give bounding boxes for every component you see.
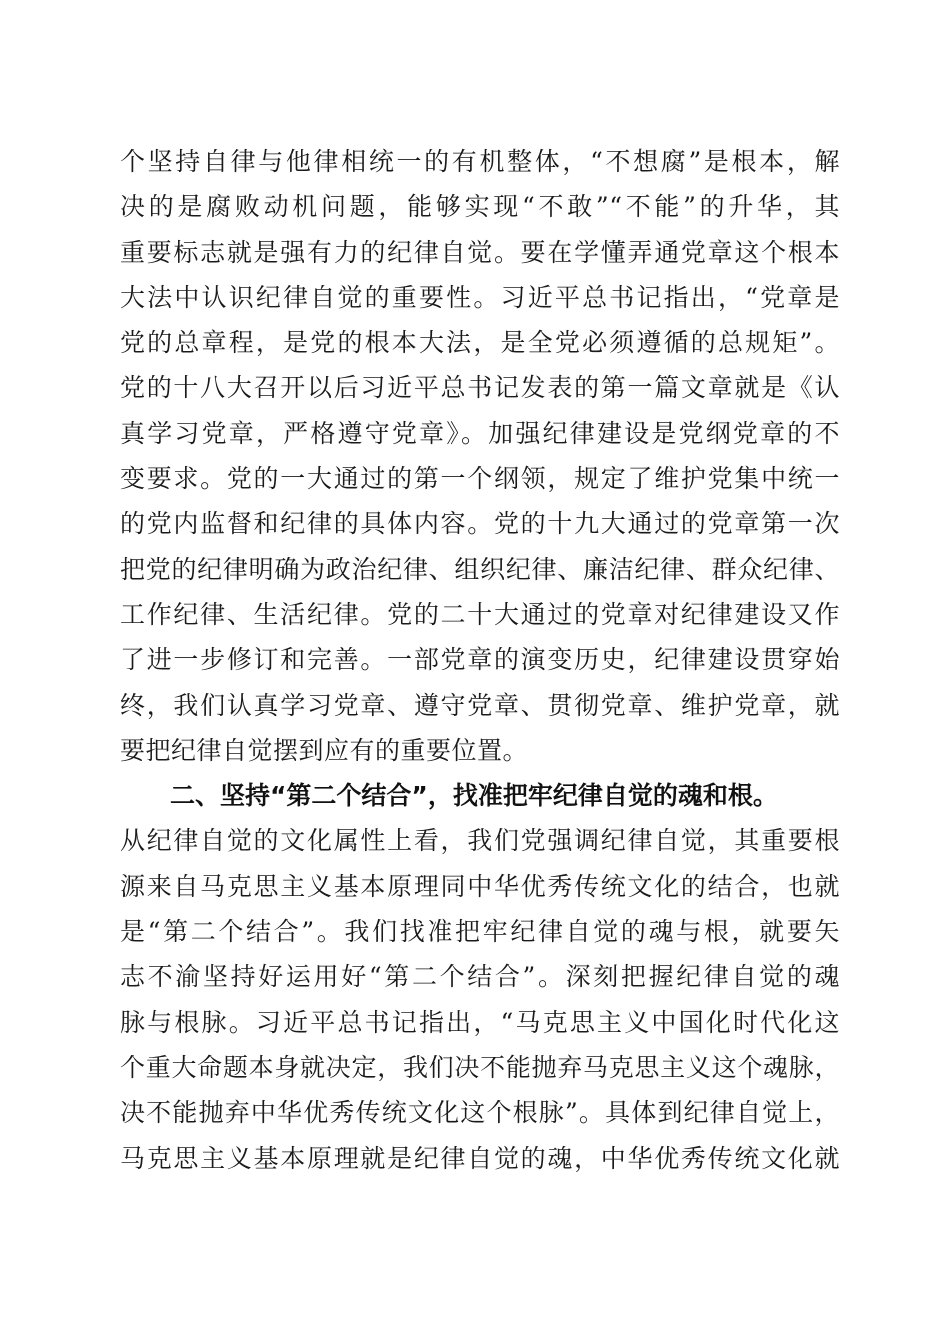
paragraph-line: 终，我们认真学习党章、遵守党章、贯彻党章、维护党章，就 [120,690,840,720]
paragraph-line: 脉与根脉。习近平总书记指出，“马克思主义中国化时代化这 [120,1007,840,1037]
paragraph-line: 源来自马克思主义基本原理同中华优秀传统文化的结合，也就 [120,871,840,901]
paragraph-line: 真学习党章，严格遵守党章》。加强纪律建设是党纲党章的不 [120,418,840,448]
section-heading: 二、坚持“第二个结合”，找准把牢纪律自觉的魂和根。 [170,781,778,811]
paragraph-line: 了进一步修订和完善。一部党章的演变历史，纪律建设贯穿始 [120,645,840,675]
paragraph-line: 的党内监督和纪律的具体内容。党的十九大通过的党章第一次 [120,509,840,539]
paragraph-line: 大法中认识纪律自觉的重要性。习近平总书记指出，“党章是 [120,282,840,312]
paragraph-line: 党的总章程，是党的根本大法，是全党必须遵循的总规矩”。 [120,328,840,358]
paragraph-line: 从纪律自觉的文化属性上看，我们党强调纪律自觉，其重要根 [120,826,840,856]
paragraph-line: 个坚持自律与他律相统一的有机整体，“不想腐”是根本，解 [120,147,840,176]
paragraph-line: 要把纪律自觉摆到应有的重要位置。 [120,735,529,765]
paragraph-line: 决的是腐败动机问题，能够实现“不敢”“不能”的升华，其 [120,192,840,222]
paragraph-line: 是“第二个结合”。我们找准把牢纪律自觉的魂与根，就要矢 [120,917,840,947]
document-body [120,139,840,1181]
paragraph-line: 党的十八大召开以后习近平总书记发表的第一篇文章就是《认 [120,373,840,403]
paragraph-line: 把党的纪律明确为政治纪律、组织纪律、廉洁纪律、群众纪律、 [120,554,840,584]
paragraph-line: 工作纪律、生活纪律。党的二十大通过的党章对纪律建设又作 [120,599,840,629]
paragraph-line: 个重大命题本身就决定，我们决不能抛弃马克思主义这个魂脉， [120,1052,840,1082]
paragraph-line: 变要求。党的一大通过的第一个纲领，规定了维护党集中统一 [120,464,840,494]
paragraph-line: 志不渝坚持好运用好“第二个结合”。深刻把握纪律自觉的魂 [120,962,840,992]
paragraph-line: 马克思主义基本原理就是纪律自觉的魂，中华优秀传统文化就 [120,1143,840,1173]
paragraph-line: 重要标志就是强有力的纪律自觉。要在学懂弄通党章这个根本 [120,237,840,267]
paragraph-line: 决不能抛弃中华优秀传统文化这个根脉”。具体到纪律自觉上， [120,1098,840,1128]
